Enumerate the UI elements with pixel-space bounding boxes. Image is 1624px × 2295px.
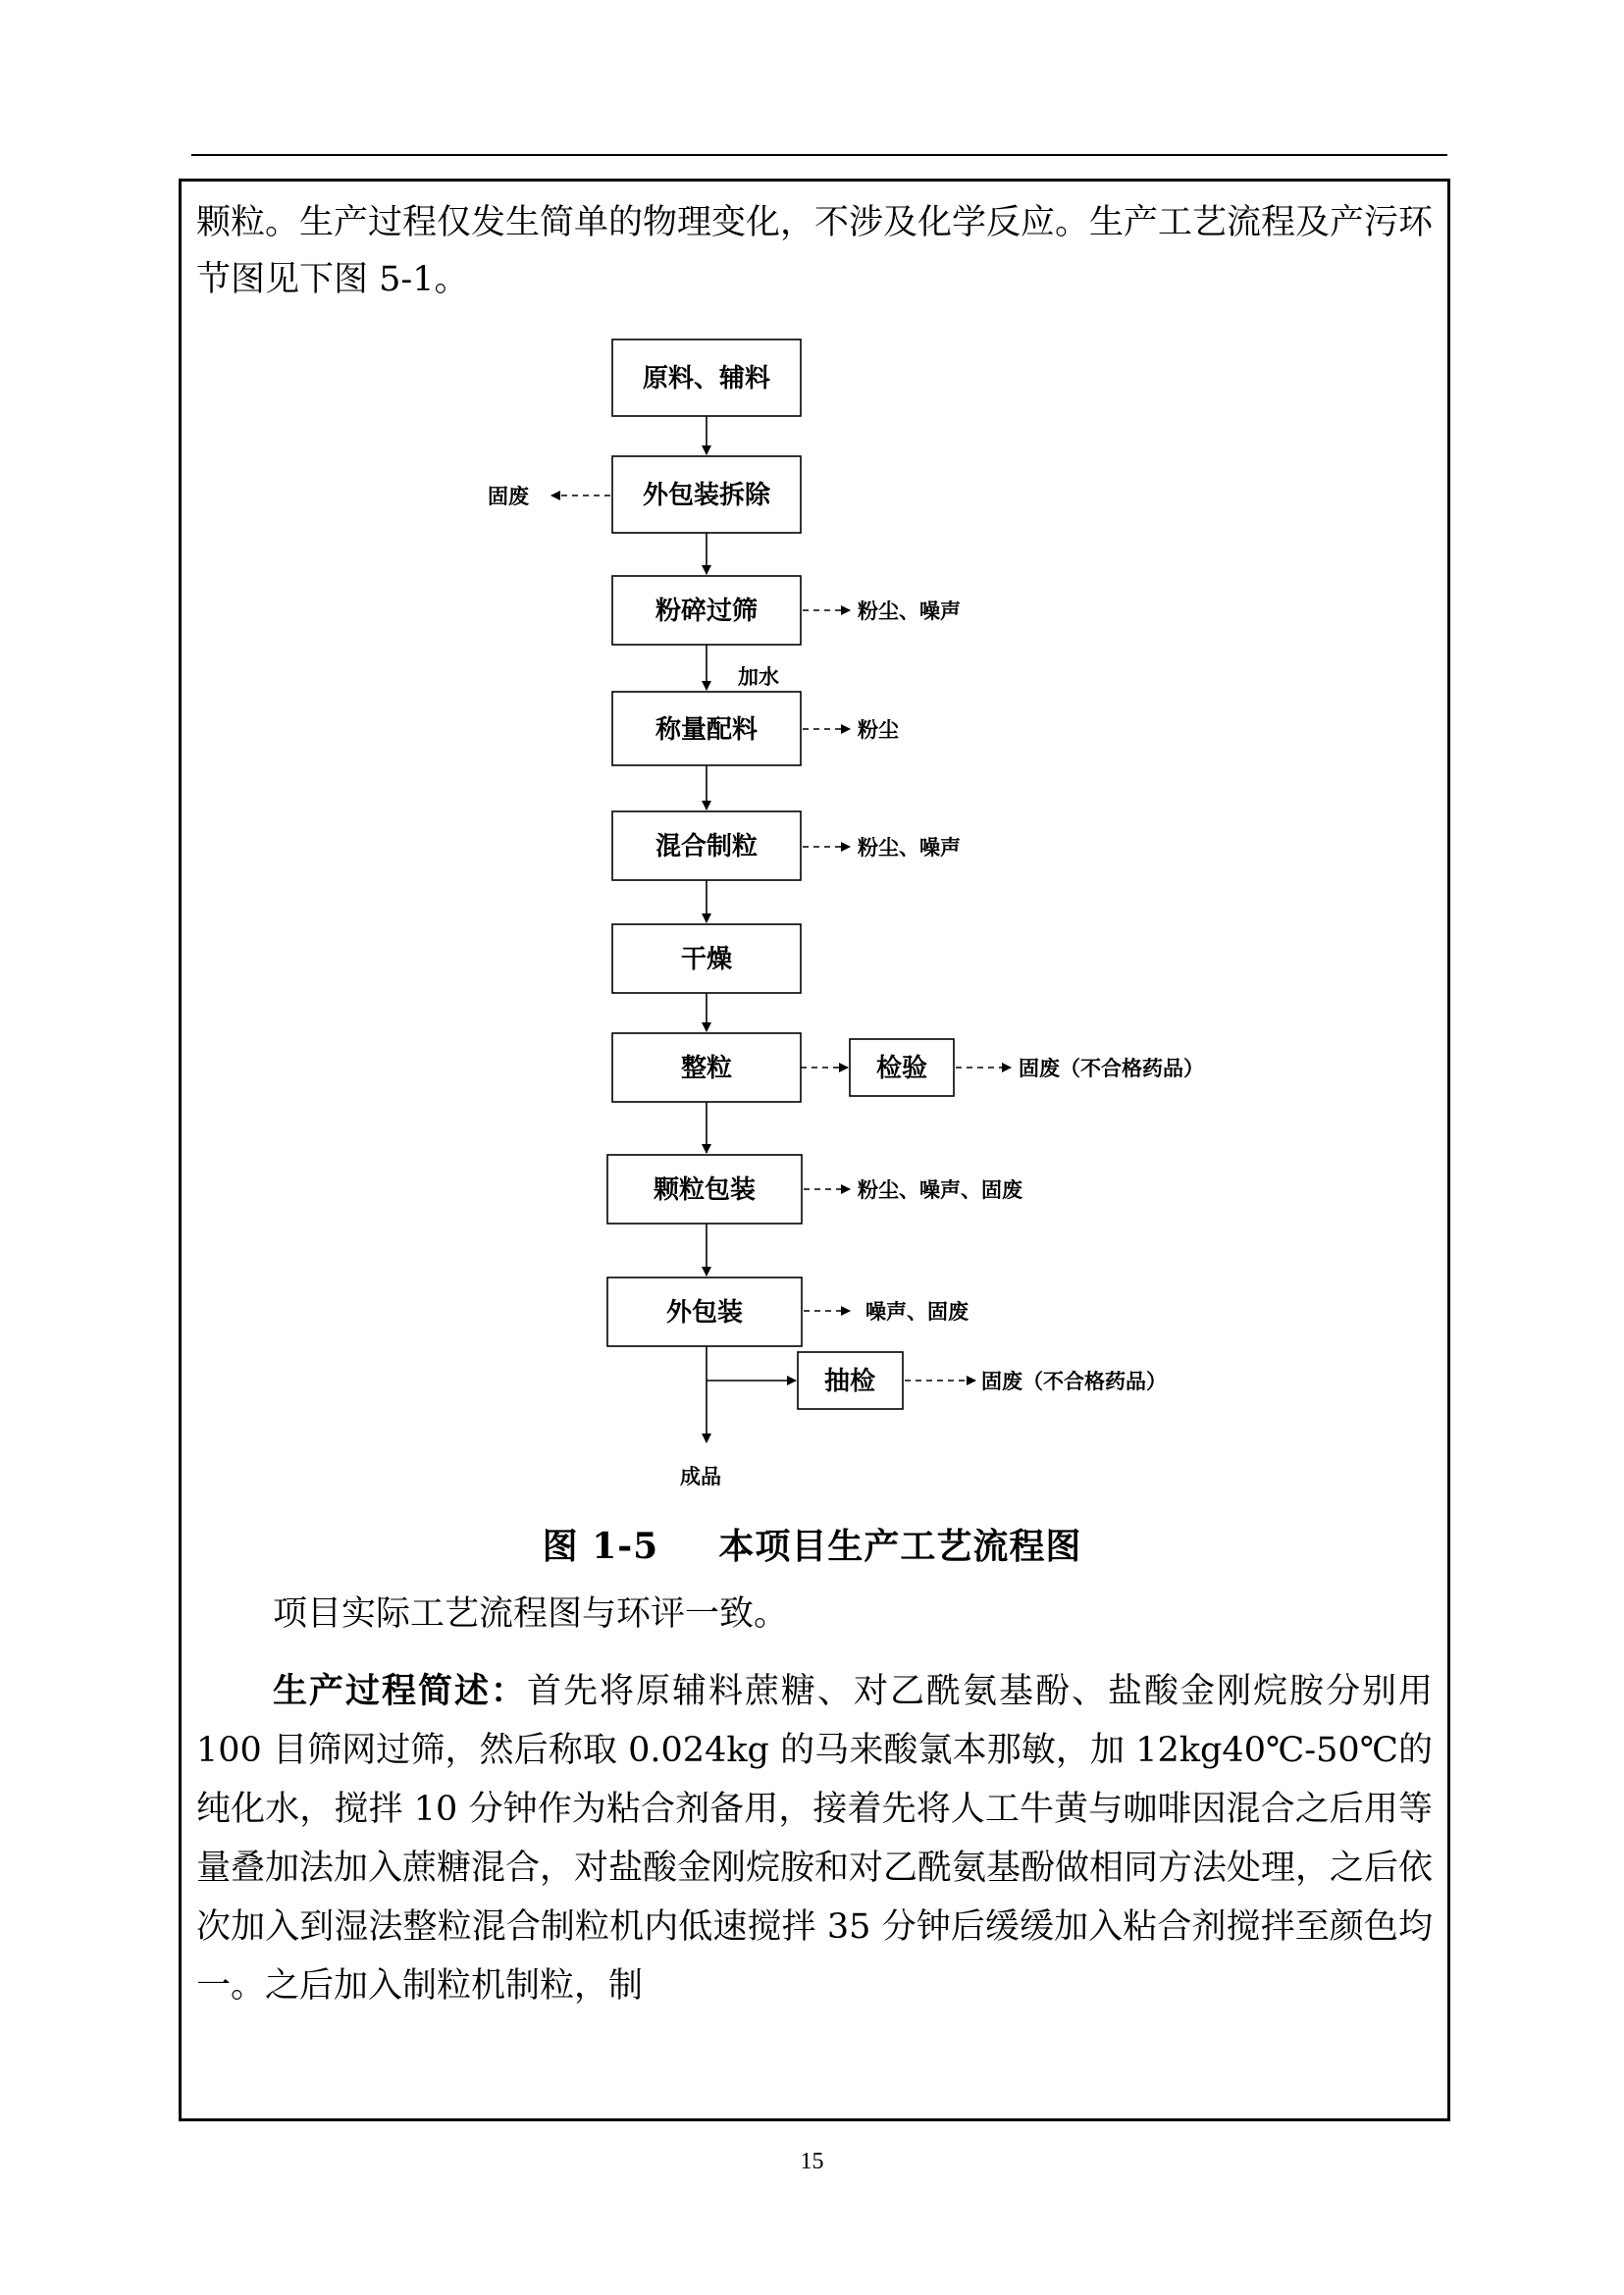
figure-caption-title: 本项目生产工艺流程图 (718, 1526, 1082, 1567)
output-weigh-emission: 粉尘 (858, 718, 899, 742)
output-final-product: 成品 (680, 1465, 721, 1488)
flow-step-label: 整粒 (680, 1054, 733, 1083)
flow-step-label: 颗粒包装 (653, 1175, 757, 1205)
output-mix-emission: 粉尘、噪声 (858, 836, 961, 860)
flow-step-label: 称量配料 (655, 715, 759, 745)
process-paragraph (196, 1662, 1433, 2015)
page-number: 15 (800, 2149, 824, 2174)
output-water-input: 加水 (738, 665, 779, 689)
output-outer-pack-emission: 噪声、固废 (865, 1300, 969, 1324)
flow-step-label: 干燥 (680, 945, 733, 974)
flow-step-label: 外包装 (665, 1298, 744, 1328)
flow-step-label: 外包装拆除 (642, 481, 771, 510)
output-unpack-waste: 固废 (488, 485, 529, 508)
output-granule-pack-emission: 粉尘、噪声、固废 (858, 1178, 1022, 1202)
flow-step-label: 粉碎过筛 (655, 597, 759, 626)
output-inspection-waste: 固废（不合格药品） (1019, 1057, 1204, 1080)
consistency-paragraph: 项目实际工艺流程图与环评一致。 (273, 1594, 789, 1634)
intro-paragraph: 颗粒。生产过程仅发生简单的物理变化，不涉及化学反应。生产工艺流程及产污环节图见下图 5-1。 (196, 203, 1434, 299)
output-crush-emission: 粉尘、噪声 (858, 600, 961, 623)
figure-caption (0, 1519, 1624, 1569)
flow-step-label: 原料、辅料 (642, 364, 771, 393)
flow-side-step-label: 检验 (875, 1054, 928, 1083)
flow-side-step-label: 抽检 (823, 1367, 876, 1396)
figure-caption-number: 图 1-5 (542, 1526, 659, 1567)
flow-step-label: 混合制粒 (655, 832, 759, 861)
process-label: 生产过程简述： (273, 1671, 527, 1711)
process-text: 首先将原辅料蔗糖、对乙酰氨基酚、盐酸金刚烷胺分别用 100 目筛网过筛，然后称取 0.024kg 的马来酸氯本那敏，加 12kg40℃-50℃的纯化水，搅拌 10 分钟作为粘合剂备用，接着先将人工牛黄与咖啡因混合之后用等量叠加法加入蔗糖混合，对盐酸金刚烷胺和对乙酰氨基酚做相同方法处理，之后依次加入到湿法整粒混合制粒机内低速搅拌 35 分钟后缓缓加入粘合剂搅拌至颜色均一。之后加入制粒机制粒，制 (196, 1672, 1434, 2006)
output-sampling-waste: 固废（不合格药品） (981, 1370, 1167, 1393)
